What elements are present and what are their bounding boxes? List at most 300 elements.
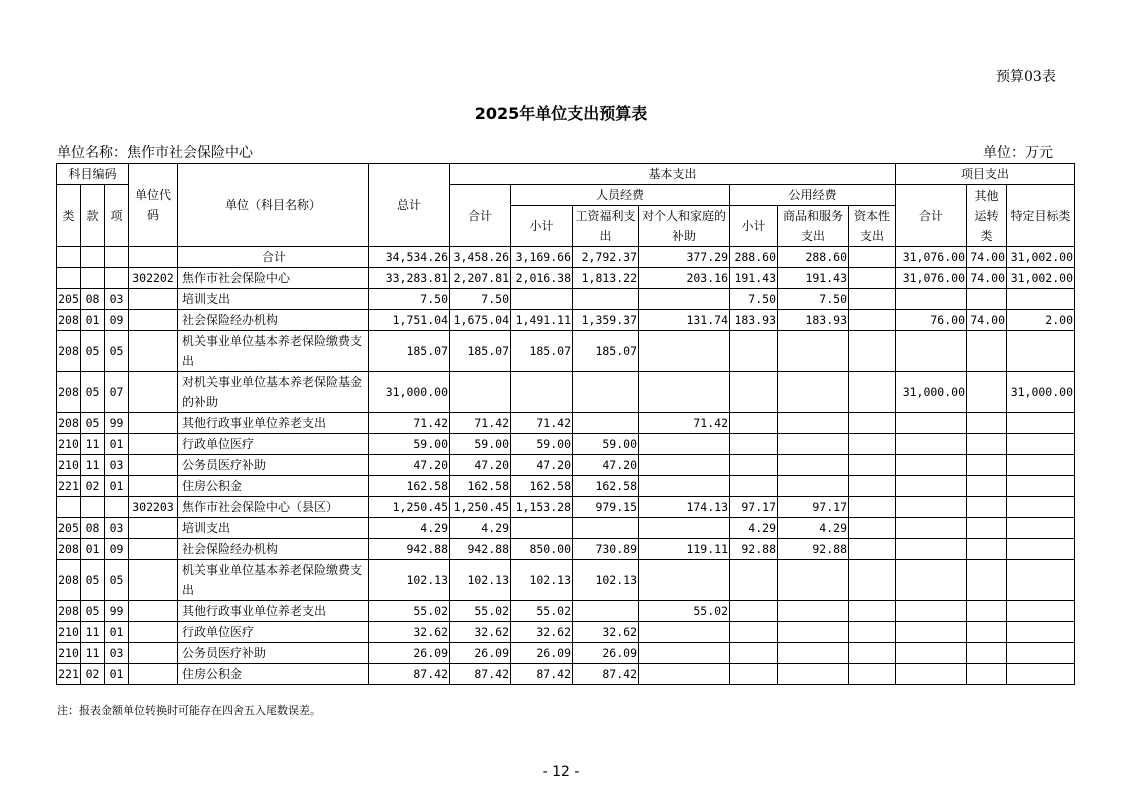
cell-unit-code xyxy=(129,434,178,455)
cell-name: 公务员医疗补助 xyxy=(178,643,369,664)
cell-lei: 208 xyxy=(57,601,81,622)
cell-specific-target xyxy=(1007,413,1075,434)
header-basic-expenditure: 基本支出 xyxy=(450,164,896,185)
cell-project-total xyxy=(896,289,967,310)
form-number: 预算03表 xyxy=(996,69,1056,85)
cell-total: 34,534.26 xyxy=(369,247,450,268)
cell-personnel-subtotal: 47.20 xyxy=(511,455,573,476)
cell-other-transfer: 74.00 xyxy=(967,310,1007,331)
cell-specific-target xyxy=(1007,518,1075,539)
header-xiang: 项 xyxy=(105,185,129,247)
cell-total: 59.00 xyxy=(369,434,450,455)
cell-unit-code xyxy=(129,476,178,497)
cell-total: 4.29 xyxy=(369,518,450,539)
cell-name: 培训支出 xyxy=(178,518,369,539)
cell-total: 47.20 xyxy=(369,455,450,476)
cell-personnel-subtotal: 59.00 xyxy=(511,434,573,455)
cell-xiang xyxy=(105,497,129,518)
cell-lei: 221 xyxy=(57,476,81,497)
cell-xiang: 03 xyxy=(105,289,129,310)
cell-project-total xyxy=(896,560,967,601)
cell-salary-welfare: 730.89 xyxy=(573,539,639,560)
cell-goods-services: 288.60 xyxy=(778,247,849,268)
cell-capital xyxy=(849,664,896,685)
cell-total: 26.09 xyxy=(369,643,450,664)
cell-project-total: 31,076.00 xyxy=(896,247,967,268)
cell-xiang: 01 xyxy=(105,476,129,497)
cell-personnel-subtotal: 1,153.28 xyxy=(511,497,573,518)
header-other-transfer: 其他运转类 xyxy=(967,185,1007,247)
cell-public-subtotal xyxy=(730,664,778,685)
cell-name: 社会保险经办机构 xyxy=(178,310,369,331)
page-title: 2025年单位支出预算表 xyxy=(474,104,648,123)
cell-name: 其他行政事业单位养老支出 xyxy=(178,413,369,434)
header-subject-code: 科目编码 xyxy=(57,164,129,185)
cell-goods-services xyxy=(778,331,849,372)
cell-salary-welfare xyxy=(573,372,639,413)
cell-personnel-subtotal xyxy=(511,372,573,413)
cell-salary-welfare: 1,813.22 xyxy=(573,268,639,289)
cell-basic-total: 32.62 xyxy=(450,622,511,643)
cell-unit-code xyxy=(129,413,178,434)
cell-xiang: 99 xyxy=(105,601,129,622)
cell-public-subtotal xyxy=(730,622,778,643)
cell-kuan: 05 xyxy=(81,413,105,434)
cell-salary-welfare: 185.07 xyxy=(573,331,639,372)
cell-specific-target: 31,002.00 xyxy=(1007,268,1075,289)
cell-unit-code xyxy=(129,664,178,685)
table-row xyxy=(57,455,1075,476)
cell-project-total xyxy=(896,643,967,664)
cell-personnel-subtotal: 87.42 xyxy=(511,664,573,685)
table-row xyxy=(57,560,1075,601)
cell-capital xyxy=(849,476,896,497)
cell-xiang: 01 xyxy=(105,434,129,455)
cell-public-subtotal xyxy=(730,331,778,372)
cell-unit-code xyxy=(129,372,178,413)
cell-total: 33,283.81 xyxy=(369,268,450,289)
cell-salary-welfare: 162.58 xyxy=(573,476,639,497)
cell-unit-code xyxy=(129,601,178,622)
cell-other-transfer xyxy=(967,601,1007,622)
cell-kuan: 11 xyxy=(81,622,105,643)
cell-lei: 208 xyxy=(57,310,81,331)
cell-capital xyxy=(849,413,896,434)
cell-project-total xyxy=(896,434,967,455)
table-body xyxy=(57,247,1075,685)
cell-individual-family-subsidy: 131.74 xyxy=(639,310,730,331)
header-lei: 类 xyxy=(57,185,81,247)
cell-project-total xyxy=(896,518,967,539)
cell-total: 55.02 xyxy=(369,601,450,622)
cell-other-transfer xyxy=(967,289,1007,310)
cell-public-subtotal: 288.60 xyxy=(730,247,778,268)
cell-kuan: 11 xyxy=(81,643,105,664)
cell-goods-services: 4.29 xyxy=(778,518,849,539)
cell-other-transfer xyxy=(967,518,1007,539)
cell-capital xyxy=(849,643,896,664)
cell-name: 培训支出 xyxy=(178,289,369,310)
cell-goods-services: 183.93 xyxy=(778,310,849,331)
cell-xiang: 07 xyxy=(105,372,129,413)
cell-salary-welfare: 979.15 xyxy=(573,497,639,518)
cell-other-transfer xyxy=(967,476,1007,497)
cell-unit-code xyxy=(129,643,178,664)
cell-personnel-subtotal: 55.02 xyxy=(511,601,573,622)
cell-individual-family-subsidy xyxy=(639,643,730,664)
cell-name: 机关事业单位基本养老保险缴费支出 xyxy=(178,560,369,601)
cell-specific-target xyxy=(1007,476,1075,497)
header-project-expenditure: 项目支出 xyxy=(896,164,1075,185)
cell-lei: 208 xyxy=(57,331,81,372)
cell-salary-welfare: 1,359.37 xyxy=(573,310,639,331)
cell-public-subtotal: 4.29 xyxy=(730,518,778,539)
table-row xyxy=(57,413,1075,434)
cell-basic-total: 942.88 xyxy=(450,539,511,560)
cell-salary-welfare xyxy=(573,601,639,622)
cell-specific-target xyxy=(1007,622,1075,643)
cell-xiang: 03 xyxy=(105,518,129,539)
cell-kuan: 02 xyxy=(81,476,105,497)
cell-goods-services xyxy=(778,601,849,622)
cell-goods-services xyxy=(778,622,849,643)
cell-total: 1,751.04 xyxy=(369,310,450,331)
cell-other-transfer xyxy=(967,434,1007,455)
cell-salary-welfare: 102.13 xyxy=(573,560,639,601)
budget-table xyxy=(56,163,1075,685)
table-row xyxy=(57,434,1075,455)
cell-public-subtotal xyxy=(730,601,778,622)
cell-public-subtotal: 191.43 xyxy=(730,268,778,289)
cell-kuan: 02 xyxy=(81,664,105,685)
currency-unit-label: 单位：万元 xyxy=(983,145,1053,161)
table-row xyxy=(57,622,1075,643)
cell-kuan xyxy=(81,268,105,289)
cell-xiang: 03 xyxy=(105,643,129,664)
cell-individual-family-subsidy xyxy=(639,372,730,413)
cell-name: 住房公积金 xyxy=(178,664,369,685)
cell-individual-family-subsidy: 119.11 xyxy=(639,539,730,560)
cell-specific-target: 31,000.00 xyxy=(1007,372,1075,413)
cell-name: 社会保险经办机构 xyxy=(178,539,369,560)
cell-xiang: 03 xyxy=(105,455,129,476)
cell-xiang: 05 xyxy=(105,560,129,601)
cell-lei xyxy=(57,497,81,518)
cell-basic-total: 2,207.81 xyxy=(450,268,511,289)
cell-goods-services: 7.50 xyxy=(778,289,849,310)
cell-name: 合计 xyxy=(178,247,369,268)
cell-goods-services xyxy=(778,476,849,497)
cell-public-subtotal: 183.93 xyxy=(730,310,778,331)
cell-capital xyxy=(849,247,896,268)
cell-xiang: 99 xyxy=(105,413,129,434)
cell-individual-family-subsidy xyxy=(639,455,730,476)
cell-basic-total: 3,458.26 xyxy=(450,247,511,268)
cell-goods-services xyxy=(778,560,849,601)
cell-lei xyxy=(57,247,81,268)
cell-individual-family-subsidy: 55.02 xyxy=(639,601,730,622)
cell-capital xyxy=(849,310,896,331)
cell-salary-welfare xyxy=(573,413,639,434)
cell-total: 71.42 xyxy=(369,413,450,434)
cell-other-transfer: 74.00 xyxy=(967,268,1007,289)
cell-unit-code xyxy=(129,310,178,331)
cell-unit-code xyxy=(129,560,178,601)
table-row xyxy=(57,372,1075,413)
cell-total: 1,250.45 xyxy=(369,497,450,518)
cell-project-total xyxy=(896,664,967,685)
cell-specific-target: 2.00 xyxy=(1007,310,1075,331)
table-row xyxy=(57,518,1075,539)
cell-goods-services xyxy=(778,372,849,413)
cell-total: 942.88 xyxy=(369,539,450,560)
unit-name: 单位名称：焦作市社会保险中心 xyxy=(57,145,253,161)
cell-basic-total: 102.13 xyxy=(450,560,511,601)
cell-individual-family-subsidy: 377.29 xyxy=(639,247,730,268)
cell-goods-services xyxy=(778,643,849,664)
cell-personnel-subtotal: 185.07 xyxy=(511,331,573,372)
header-personnel: 人员经费 xyxy=(511,185,730,206)
header-salary-welfare: 工资福利支出 xyxy=(573,206,639,247)
cell-personnel-subtotal: 32.62 xyxy=(511,622,573,643)
cell-personnel-subtotal xyxy=(511,289,573,310)
cell-specific-target xyxy=(1007,434,1075,455)
header-public-subtotal: 小计 xyxy=(730,206,778,247)
cell-other-transfer xyxy=(967,539,1007,560)
cell-project-total xyxy=(896,413,967,434)
table-row xyxy=(57,268,1075,289)
cell-unit-code xyxy=(129,289,178,310)
cell-kuan: 01 xyxy=(81,539,105,560)
cell-project-total: 31,000.00 xyxy=(896,372,967,413)
cell-xiang: 01 xyxy=(105,622,129,643)
header-total: 总计 xyxy=(369,164,450,247)
cell-lei: 208 xyxy=(57,372,81,413)
cell-name: 其他行政事业单位养老支出 xyxy=(178,601,369,622)
cell-unit-code xyxy=(129,331,178,372)
cell-total: 162.58 xyxy=(369,476,450,497)
cell-basic-total: 4.29 xyxy=(450,518,511,539)
cell-basic-total: 1,675.04 xyxy=(450,310,511,331)
cell-total: 31,000.00 xyxy=(369,372,450,413)
cell-kuan: 01 xyxy=(81,310,105,331)
cell-salary-welfare: 26.09 xyxy=(573,643,639,664)
cell-basic-total xyxy=(450,372,511,413)
cell-other-transfer xyxy=(967,331,1007,372)
cell-goods-services: 97.17 xyxy=(778,497,849,518)
cell-basic-total: 162.58 xyxy=(450,476,511,497)
cell-personnel-subtotal xyxy=(511,518,573,539)
cell-specific-target xyxy=(1007,455,1075,476)
cell-lei xyxy=(57,268,81,289)
cell-capital xyxy=(849,497,896,518)
cell-lei: 208 xyxy=(57,539,81,560)
cell-specific-target xyxy=(1007,289,1075,310)
cell-basic-total: 26.09 xyxy=(450,643,511,664)
header-capital: 资本性支出 xyxy=(849,206,896,247)
cell-public-subtotal xyxy=(730,455,778,476)
cell-specific-target xyxy=(1007,643,1075,664)
cell-goods-services xyxy=(778,434,849,455)
table-row xyxy=(57,664,1075,685)
cell-basic-total: 47.20 xyxy=(450,455,511,476)
cell-individual-family-subsidy: 203.16 xyxy=(639,268,730,289)
cell-name: 行政单位医疗 xyxy=(178,622,369,643)
cell-salary-welfare xyxy=(573,518,639,539)
cell-public-subtotal xyxy=(730,434,778,455)
cell-personnel-subtotal: 162.58 xyxy=(511,476,573,497)
cell-xiang: 09 xyxy=(105,539,129,560)
cell-public-subtotal xyxy=(730,413,778,434)
cell-project-total: 76.00 xyxy=(896,310,967,331)
cell-name: 行政单位医疗 xyxy=(178,434,369,455)
cell-capital xyxy=(849,434,896,455)
cell-salary-welfare xyxy=(573,289,639,310)
cell-project-total xyxy=(896,331,967,372)
cell-other-transfer xyxy=(967,413,1007,434)
cell-basic-total: 87.42 xyxy=(450,664,511,685)
cell-project-total xyxy=(896,539,967,560)
table-header xyxy=(57,164,1075,247)
cell-individual-family-subsidy xyxy=(639,664,730,685)
cell-basic-total: 59.00 xyxy=(450,434,511,455)
cell-name: 焦作市社会保险中心 xyxy=(178,268,369,289)
header-public: 公用经费 xyxy=(730,185,896,206)
cell-salary-welfare: 87.42 xyxy=(573,664,639,685)
cell-personnel-subtotal: 1,491.11 xyxy=(511,310,573,331)
header-kuan: 款 xyxy=(81,185,105,247)
cell-other-transfer xyxy=(967,643,1007,664)
cell-specific-target: 31,002.00 xyxy=(1007,247,1075,268)
cell-specific-target xyxy=(1007,664,1075,685)
cell-total: 87.42 xyxy=(369,664,450,685)
table-row xyxy=(57,310,1075,331)
cell-capital xyxy=(849,539,896,560)
cell-lei: 221 xyxy=(57,664,81,685)
cell-basic-total: 1,250.45 xyxy=(450,497,511,518)
cell-capital xyxy=(849,560,896,601)
table-row xyxy=(57,247,1075,268)
cell-kuan: 11 xyxy=(81,434,105,455)
table-row xyxy=(57,497,1075,518)
cell-name: 机关事业单位基本养老保险缴费支出 xyxy=(178,331,369,372)
cell-personnel-subtotal: 26.09 xyxy=(511,643,573,664)
cell-lei: 210 xyxy=(57,455,81,476)
cell-capital xyxy=(849,372,896,413)
header-unit-code: 单位代码 xyxy=(129,164,178,247)
cell-kuan xyxy=(81,247,105,268)
cell-project-total: 31,076.00 xyxy=(896,268,967,289)
header-project-total: 合计 xyxy=(896,185,967,247)
cell-specific-target xyxy=(1007,331,1075,372)
header-personnel-subtotal: 小计 xyxy=(511,206,573,247)
cell-public-subtotal xyxy=(730,643,778,664)
cell-other-transfer: 74.00 xyxy=(967,247,1007,268)
cell-salary-welfare: 47.20 xyxy=(573,455,639,476)
cell-basic-total: 55.02 xyxy=(450,601,511,622)
cell-other-transfer xyxy=(967,622,1007,643)
cell-goods-services: 92.88 xyxy=(778,539,849,560)
cell-kuan: 05 xyxy=(81,372,105,413)
header-individual-family-subsidy: 对个人和家庭的补助 xyxy=(639,206,730,247)
header-goods-services: 商品和服务支出 xyxy=(778,206,849,247)
cell-name: 对机关事业单位基本养老保险基金的补助 xyxy=(178,372,369,413)
cell-unit-code xyxy=(129,539,178,560)
cell-kuan: 05 xyxy=(81,560,105,601)
cell-unit-code xyxy=(129,247,178,268)
page-number: - 12 - xyxy=(542,764,580,780)
cell-total: 102.13 xyxy=(369,560,450,601)
cell-capital xyxy=(849,455,896,476)
table-row xyxy=(57,601,1075,622)
cell-other-transfer xyxy=(967,664,1007,685)
footnote: 注：报表金额单位转换时可能存在四舍五入尾数误差。 xyxy=(57,704,321,717)
cell-lei: 205 xyxy=(57,518,81,539)
cell-specific-target xyxy=(1007,560,1075,601)
cell-xiang: 05 xyxy=(105,331,129,372)
header-specific-target: 特定目标类 xyxy=(1007,185,1075,247)
cell-individual-family-subsidy: 174.13 xyxy=(639,497,730,518)
cell-kuan: 08 xyxy=(81,289,105,310)
cell-capital xyxy=(849,601,896,622)
cell-name: 公务员医疗补助 xyxy=(178,455,369,476)
cell-xiang: 01 xyxy=(105,664,129,685)
cell-individual-family-subsidy xyxy=(639,622,730,643)
cell-basic-total: 185.07 xyxy=(450,331,511,372)
cell-public-subtotal: 97.17 xyxy=(730,497,778,518)
cell-lei: 210 xyxy=(57,643,81,664)
table-row xyxy=(57,539,1075,560)
table-row xyxy=(57,289,1075,310)
cell-capital xyxy=(849,331,896,372)
cell-total: 185.07 xyxy=(369,331,450,372)
cell-kuan: 05 xyxy=(81,331,105,372)
cell-individual-family-subsidy xyxy=(639,331,730,372)
cell-personnel-subtotal: 2,016.38 xyxy=(511,268,573,289)
cell-unit-code xyxy=(129,455,178,476)
cell-total: 7.50 xyxy=(369,289,450,310)
cell-individual-family-subsidy xyxy=(639,476,730,497)
cell-specific-target xyxy=(1007,539,1075,560)
cell-unit-code: 302202 xyxy=(129,268,178,289)
cell-capital xyxy=(849,622,896,643)
cell-individual-family-subsidy xyxy=(639,560,730,601)
cell-personnel-subtotal: 850.00 xyxy=(511,539,573,560)
cell-goods-services xyxy=(778,664,849,685)
cell-total: 32.62 xyxy=(369,622,450,643)
header-unit-subject-name: 单位（科目名称） xyxy=(178,164,369,247)
cell-project-total xyxy=(896,622,967,643)
table-row xyxy=(57,476,1075,497)
cell-kuan: 08 xyxy=(81,518,105,539)
cell-project-total xyxy=(896,455,967,476)
cell-xiang xyxy=(105,247,129,268)
cell-goods-services xyxy=(778,413,849,434)
cell-project-total xyxy=(896,497,967,518)
table-row xyxy=(57,643,1075,664)
cell-salary-welfare: 2,792.37 xyxy=(573,247,639,268)
cell-other-transfer xyxy=(967,455,1007,476)
cell-individual-family-subsidy: 71.42 xyxy=(639,413,730,434)
cell-public-subtotal: 92.88 xyxy=(730,539,778,560)
cell-kuan: 05 xyxy=(81,601,105,622)
cell-salary-welfare: 32.62 xyxy=(573,622,639,643)
cell-specific-target xyxy=(1007,497,1075,518)
header-basic-total: 合计 xyxy=(450,185,511,247)
cell-goods-services: 191.43 xyxy=(778,268,849,289)
cell-unit-code xyxy=(129,518,178,539)
cell-project-total xyxy=(896,476,967,497)
